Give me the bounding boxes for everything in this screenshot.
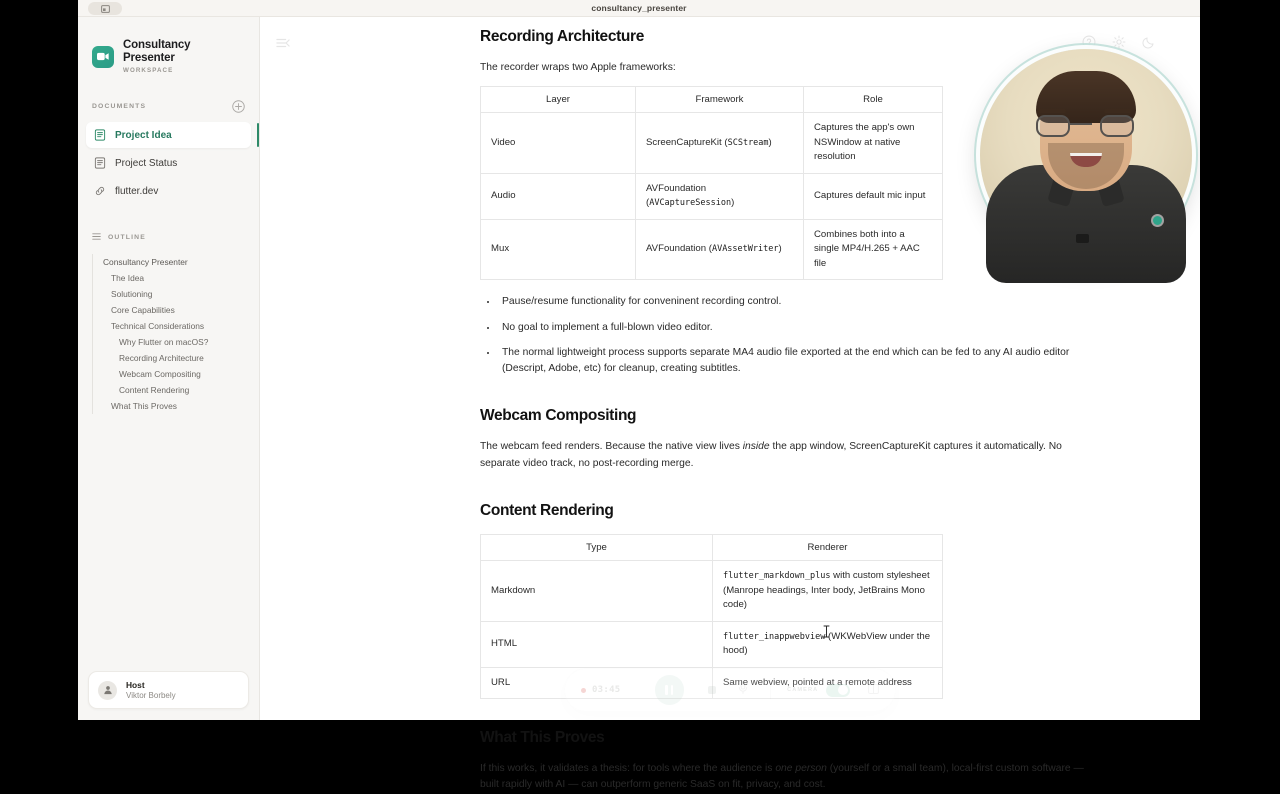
table-row bbox=[481, 113, 943, 174]
camera-toggle-label: CAMERA bbox=[787, 687, 819, 693]
workspace-header[interactable] bbox=[78, 17, 259, 74]
text-part-b: the app window, ScreenCaptureKit captures it automatically. No separate video track, no post-recording merge. bbox=[480, 441, 1062, 469]
webcam-glasses-bridge bbox=[1070, 123, 1092, 125]
cell-role: Captures default mic input bbox=[804, 173, 943, 219]
toolbar-divider bbox=[770, 681, 771, 699]
user-name: Viktor Borbely bbox=[126, 690, 176, 700]
window-title: consultancy_presenter bbox=[591, 3, 687, 13]
cell-type: URL bbox=[481, 667, 713, 699]
sidebar-item-flutter-dev[interactable] bbox=[86, 178, 251, 204]
link-icon bbox=[94, 185, 106, 197]
microphone-button[interactable] bbox=[738, 681, 748, 699]
user-role: Host bbox=[126, 679, 145, 690]
cell-layer: Video bbox=[481, 113, 636, 174]
layout-button[interactable] bbox=[868, 681, 879, 699]
cell-role: Combines both into a single MP4/H.265 + AAC file bbox=[804, 219, 943, 280]
app-window bbox=[78, 0, 1200, 791]
cell-framework bbox=[636, 173, 804, 219]
plus-circle-icon bbox=[232, 100, 245, 113]
pause-bar-left bbox=[665, 685, 668, 695]
framework-code: SCStream bbox=[727, 137, 769, 148]
table-row bbox=[481, 561, 943, 622]
outline-item-webcam-compositing[interactable]: Webcam Compositing bbox=[119, 369, 201, 379]
documents-section-header bbox=[78, 100, 259, 113]
renderer-package: flutter_markdown_plus bbox=[723, 571, 831, 582]
webcam-overlay[interactable] bbox=[980, 49, 1192, 261]
column-header-role: Role bbox=[804, 87, 943, 113]
webcam-eyebrow-right bbox=[1104, 109, 1132, 113]
recording-timer: 03:45 bbox=[591, 685, 621, 695]
framework-name: AVFoundation ( bbox=[646, 182, 707, 209]
heading-webcam-compositing: Webcam Compositing bbox=[480, 407, 637, 425]
table-row bbox=[481, 219, 943, 280]
table-recording-architecture bbox=[480, 86, 943, 280]
workspace-name: Consultancy Presenter bbox=[123, 39, 191, 64]
outline-list bbox=[92, 254, 259, 414]
stop-button[interactable] bbox=[708, 686, 716, 694]
framework-name: ScreenCaptureKit ( bbox=[646, 136, 728, 148]
table-row bbox=[481, 173, 943, 219]
sidebar-item-label: flutter.dev bbox=[115, 185, 159, 197]
cell-role: Captures the app's own NSWindow at native resolution bbox=[804, 113, 943, 174]
table-row bbox=[481, 621, 943, 667]
text-part-a: The webcam feed renders. Because the native view lives bbox=[480, 441, 743, 453]
webcam-glasses-left bbox=[1036, 115, 1070, 137]
webcam-eyebrow-left bbox=[1038, 109, 1066, 113]
cell-type: HTML bbox=[481, 621, 713, 667]
user-card[interactable] bbox=[88, 671, 249, 709]
table-header-row bbox=[481, 87, 943, 113]
framework-name: AVFoundation ( bbox=[646, 243, 712, 255]
sidebar bbox=[78, 17, 260, 720]
layout-icon bbox=[868, 684, 879, 694]
window-preview-pill[interactable] bbox=[88, 2, 122, 15]
heading-content-rendering: Content Rendering bbox=[480, 502, 614, 520]
recording-active-dot bbox=[1153, 216, 1162, 225]
framework-code: AVAssetWriter bbox=[711, 244, 779, 255]
microphone-icon bbox=[738, 682, 748, 694]
sidebar-item-label: Project Idea bbox=[115, 129, 172, 141]
table-header-row bbox=[481, 535, 943, 561]
outline-section-header bbox=[78, 228, 259, 246]
pause-button[interactable] bbox=[655, 675, 685, 705]
workspace-logo bbox=[92, 46, 114, 68]
heading-recording-architecture: Recording Architecture bbox=[480, 28, 644, 45]
camera-toggle[interactable] bbox=[826, 684, 850, 697]
column-header-framework: Framework bbox=[636, 87, 804, 113]
main-content bbox=[260, 17, 1200, 791]
webcam-glasses-right bbox=[1100, 115, 1134, 137]
cell-framework bbox=[636, 113, 804, 174]
text-part-b: (yourself or a small team), local-first custom software — built rapidly with AI — can outperform generic SaaS on fit, privacy, and cost. bbox=[480, 763, 1084, 791]
framework-tail: ) bbox=[778, 243, 782, 255]
list-recording-notes bbox=[498, 294, 1090, 377]
outline-item-what-this-proves[interactable]: What This Proves bbox=[111, 401, 177, 411]
outline-item-core-capabilities[interactable]: Core Capabilities bbox=[111, 305, 175, 315]
framework-tail: ) bbox=[731, 197, 735, 209]
text-cursor bbox=[823, 625, 830, 638]
workspace-subtitle: WORKSPACE bbox=[123, 67, 174, 74]
cell-framework bbox=[636, 219, 804, 280]
outline-item-technical-considerations[interactable]: Technical Considerations bbox=[111, 321, 205, 331]
list-icon bbox=[92, 228, 101, 246]
cell-layer: Mux bbox=[481, 219, 636, 280]
cell-renderer bbox=[713, 561, 943, 622]
window-titlebar bbox=[78, 0, 1200, 17]
outline-item-the-idea[interactable]: The Idea bbox=[111, 273, 145, 283]
outline-item-why-flutter-on-macos[interactable]: Why Flutter on macOS? bbox=[119, 337, 209, 347]
paragraph-webcam-compositing bbox=[480, 439, 1090, 472]
cell-layer: Audio bbox=[481, 173, 636, 219]
cell-type: Markdown bbox=[481, 561, 713, 622]
column-header-type: Type bbox=[481, 535, 713, 561]
outline-item-recording-architecture[interactable]: Recording Architecture bbox=[119, 353, 204, 363]
emphasis-inside: inside bbox=[742, 441, 770, 453]
window-preview-icon bbox=[101, 5, 110, 13]
list-item: • The normal lightweight process supports separate MA4 audio file exported at the end which can be fed to any AI audio editor (Descript, Adobe, etc) for cleanup, creating subtitles. bbox=[498, 345, 1090, 377]
heading-what-this-proves: What This Proves bbox=[480, 729, 605, 747]
renderer-description: with custom stylesheet (Manrope headings, Inter body, JetBrains Mono code) bbox=[723, 570, 930, 611]
webcam-lapel-mic bbox=[1076, 234, 1089, 243]
outline-item-consultancy-presenter[interactable]: Consultancy Presenter bbox=[103, 257, 188, 267]
emphasis-one-person: one person bbox=[775, 763, 827, 775]
outline-label: OUTLINE bbox=[108, 233, 146, 241]
document-icon bbox=[94, 157, 106, 169]
paragraph-recorder-intro: The recorder wraps two Apple frameworks: bbox=[480, 62, 676, 73]
renderer-description: (WKWebView under the hood) bbox=[723, 630, 931, 657]
framework-code: AVCaptureSession bbox=[649, 198, 732, 209]
document-icon bbox=[94, 129, 106, 141]
column-header-renderer: Renderer bbox=[713, 535, 943, 561]
outline-item-solutioning[interactable]: Solutioning bbox=[111, 289, 153, 299]
sidebar-item-project-idea[interactable] bbox=[86, 122, 251, 148]
documents-label: DOCUMENTS bbox=[92, 103, 147, 110]
outline-item-content-rendering[interactable]: Content Rendering bbox=[119, 385, 190, 395]
recorder-toolbar bbox=[564, 668, 896, 712]
renderer-package: flutter_inappwebview bbox=[723, 631, 826, 642]
documents-list bbox=[78, 122, 259, 206]
add-document-button[interactable] bbox=[232, 100, 245, 113]
list-item: • Pause/resume functionality for conveninent recording control. bbox=[498, 294, 1090, 310]
column-header-layer: Layer bbox=[481, 87, 636, 113]
pause-bar-right bbox=[671, 685, 674, 695]
avatar bbox=[98, 681, 117, 700]
recording-indicator-icon bbox=[581, 688, 586, 693]
person-icon bbox=[103, 685, 113, 695]
text-part-a: If this works, it validates a thesis: for tools where the audience is bbox=[480, 763, 776, 775]
list-item: • No goal to implement a full-blown video editor. bbox=[498, 320, 1090, 336]
renderer-description: Same webview, pointed at a remote address bbox=[723, 676, 912, 688]
camera-toggle-knob bbox=[838, 685, 848, 695]
sidebar-item-project-status[interactable] bbox=[86, 150, 251, 176]
sidebar-item-label: Project Status bbox=[115, 157, 178, 169]
framework-tail: ) bbox=[768, 136, 772, 148]
video-camera-icon bbox=[97, 52, 109, 61]
paragraph-what-this-proves bbox=[480, 761, 1090, 794]
